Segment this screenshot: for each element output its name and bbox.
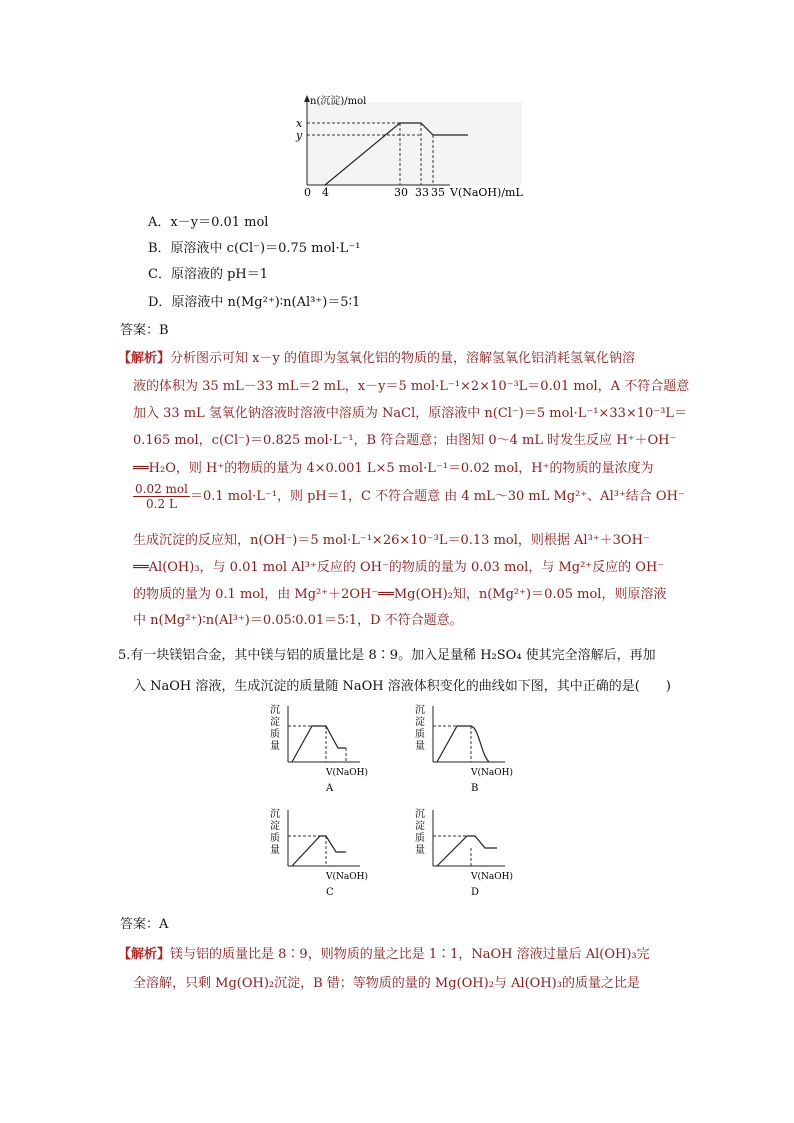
q5-stem-line-2: 入 NaOH 溶液，生成沉淀的质量随 NaOH 溶液体积变化的曲线如下图，其中正确的是( ) — [133, 679, 671, 694]
svg-text:沉: 沉 — [270, 705, 280, 716]
svg-text:V(NaOH): V(NaOH) — [326, 768, 368, 778]
svg-text:沉: 沉 — [415, 705, 425, 716]
label-d: D — [471, 887, 480, 898]
curve-d — [437, 836, 497, 866]
label-c: C — [326, 887, 334, 898]
svg-text:淀: 淀 — [415, 821, 425, 832]
answer-q5: 答案：A — [120, 917, 169, 932]
label-b: B — [471, 783, 479, 794]
svg-text:淀: 淀 — [270, 821, 280, 832]
analysis-q5-line-2: 全溶解，只剩 Mg(OH)₂沉淀，B 错；等物质的量的 Mg(OH)₂与 Al(OH)₃的质量之比是 — [133, 976, 640, 991]
y-tick-x: x — [296, 117, 303, 130]
curve-b — [471, 726, 489, 762]
svg-text:V(NaOH): V(NaOH) — [471, 872, 513, 882]
analysis-q4-line-3: 加入 33 mL 氢氧化钠溶液时溶液中溶质为 NaCl，原溶液中 n(Cl⁻)＝5 mol·L⁻¹×33×10⁻³L＝ — [133, 406, 688, 421]
analysis-q4-line-9: 的物质的量为 0.1 mol，由 Mg²⁺＋2OH⁻══Mg(OH)₂知，n(Mg²⁺)＝0.05 mol，则原溶液 — [133, 587, 667, 602]
concentration-fraction: $\frac{\text{0.02 mol}}{0.2 L}$ — [135, 482, 188, 511]
analysis-q4-line-10: 中 n(Mg²⁺)∶n(Al³⁺)＝0.05∶0.01＝5∶1，D 不符合题意。 — [133, 613, 463, 628]
option-c: C．原溶液的 pH＝1 — [148, 267, 269, 282]
y-axis-label: n(沉淀)/mol — [310, 96, 367, 107]
x-tick-35: 35 — [431, 186, 445, 199]
label-a: A — [326, 783, 334, 794]
x-tick-30: 30 — [394, 186, 408, 199]
svg-text:质: 质 — [270, 833, 280, 844]
svg-text:质: 质 — [415, 729, 425, 740]
x-axis-label: V(NaOH)/mL — [450, 186, 523, 199]
analysis-tag: 【解析】 — [118, 351, 171, 366]
analysis-q4-line-6: $\frac{\text{0.02 mol}}{0.2 L}$ ＝0.1 mol·L⁻¹，则 pH＝1，C 不符合题意 由 4 mL～30 mL Mg²⁺、Al³⁺结合 OH⁻ — [135, 482, 685, 511]
q5-stem-line-1: 5.有一块镁铝合金，其中镁与铝的质量比是 8∶9。加入足量稀 H₂SO₄ 使其完全溶解后，再加 — [118, 648, 656, 663]
curve-c — [292, 836, 346, 866]
mini-chart-b — [413, 702, 528, 794]
y-tick-y: y — [296, 129, 303, 142]
x-tick-33: 33 — [415, 186, 429, 199]
analysis-q5-line-1: 【解析】镁与铝的质量比是 8∶9，则物质的量之比是 1∶1，NaOH 溶液过量后 Al(OH)₃完 — [118, 947, 650, 962]
svg-text:质: 质 — [270, 729, 280, 740]
analysis-q4-line-5: ══H₂O，则 H⁺的物质的量为 4×0.001 L×5 mol·L⁻¹＝0.02 mol，H⁺的物质的量浓度为 — [133, 461, 654, 476]
mini-chart-a — [268, 702, 383, 794]
svg-text:量: 量 — [415, 845, 425, 856]
svg-text:质: 质 — [415, 833, 425, 844]
analysis-q4-line-1: 【解析】分析图示可知 x－y 的值即为氢氧化铝的物质的量，溶解氢氧化铝消耗氢氧化钠溶 — [118, 351, 635, 366]
svg-text:沉: 沉 — [270, 809, 280, 820]
option-d: D．原溶液中 n(Mg²⁺)∶n(Al³⁺)＝5∶1 — [148, 295, 361, 310]
svg-text:沉: 沉 — [415, 809, 425, 820]
top-chart — [290, 92, 530, 200]
analysis-q4-line-8: ══Al(OH)₃，与 0.01 mol Al³⁺反应的 OH⁻的物质的量为 0.03 mol，与 Mg²⁺反应的 OH⁻ — [133, 560, 665, 575]
svg-text:量: 量 — [415, 741, 425, 752]
analysis-q4-line-7: 生成沉淀的反应知，n(OH⁻)＝5 mol·L⁻¹×26×10⁻³L＝0.13 mol，则根据 Al³⁺＋3OH⁻ — [133, 533, 650, 548]
answer-q4: 答案：B — [120, 323, 169, 338]
svg-text:量: 量 — [270, 741, 280, 752]
option-b: B．原溶液中 c(Cl⁻)＝0.75 mol·L⁻¹ — [148, 241, 361, 256]
x-tick-0: 0 — [304, 186, 311, 199]
svg-text:淀: 淀 — [415, 717, 425, 728]
x-tick-4: 4 — [322, 186, 329, 199]
svg-text:V(NaOH): V(NaOH) — [471, 768, 513, 778]
mini-chart-c — [268, 806, 383, 898]
analysis-q4-line-4: 0.165 mol，c(Cl⁻)＝0.825 mol·L⁻¹，B 符合题意；由图知 0～4 mL 时发生反应 H⁺＋OH⁻ — [133, 433, 677, 448]
svg-text:淀: 淀 — [270, 717, 280, 728]
curve-a — [292, 726, 346, 762]
svg-text:V(NaOH): V(NaOH) — [326, 872, 368, 882]
analysis-q4-line-2: 液的体积为 35 mL－33 mL＝2 mL，x－y＝5 mol·L⁻¹×2×10⁻³L＝0.01 mol，A 不符合题意 — [133, 379, 690, 394]
option-a: A．x－y＝0.01 mol — [148, 215, 269, 230]
mini-chart-d — [413, 806, 528, 898]
svg-text:量: 量 — [270, 845, 280, 856]
